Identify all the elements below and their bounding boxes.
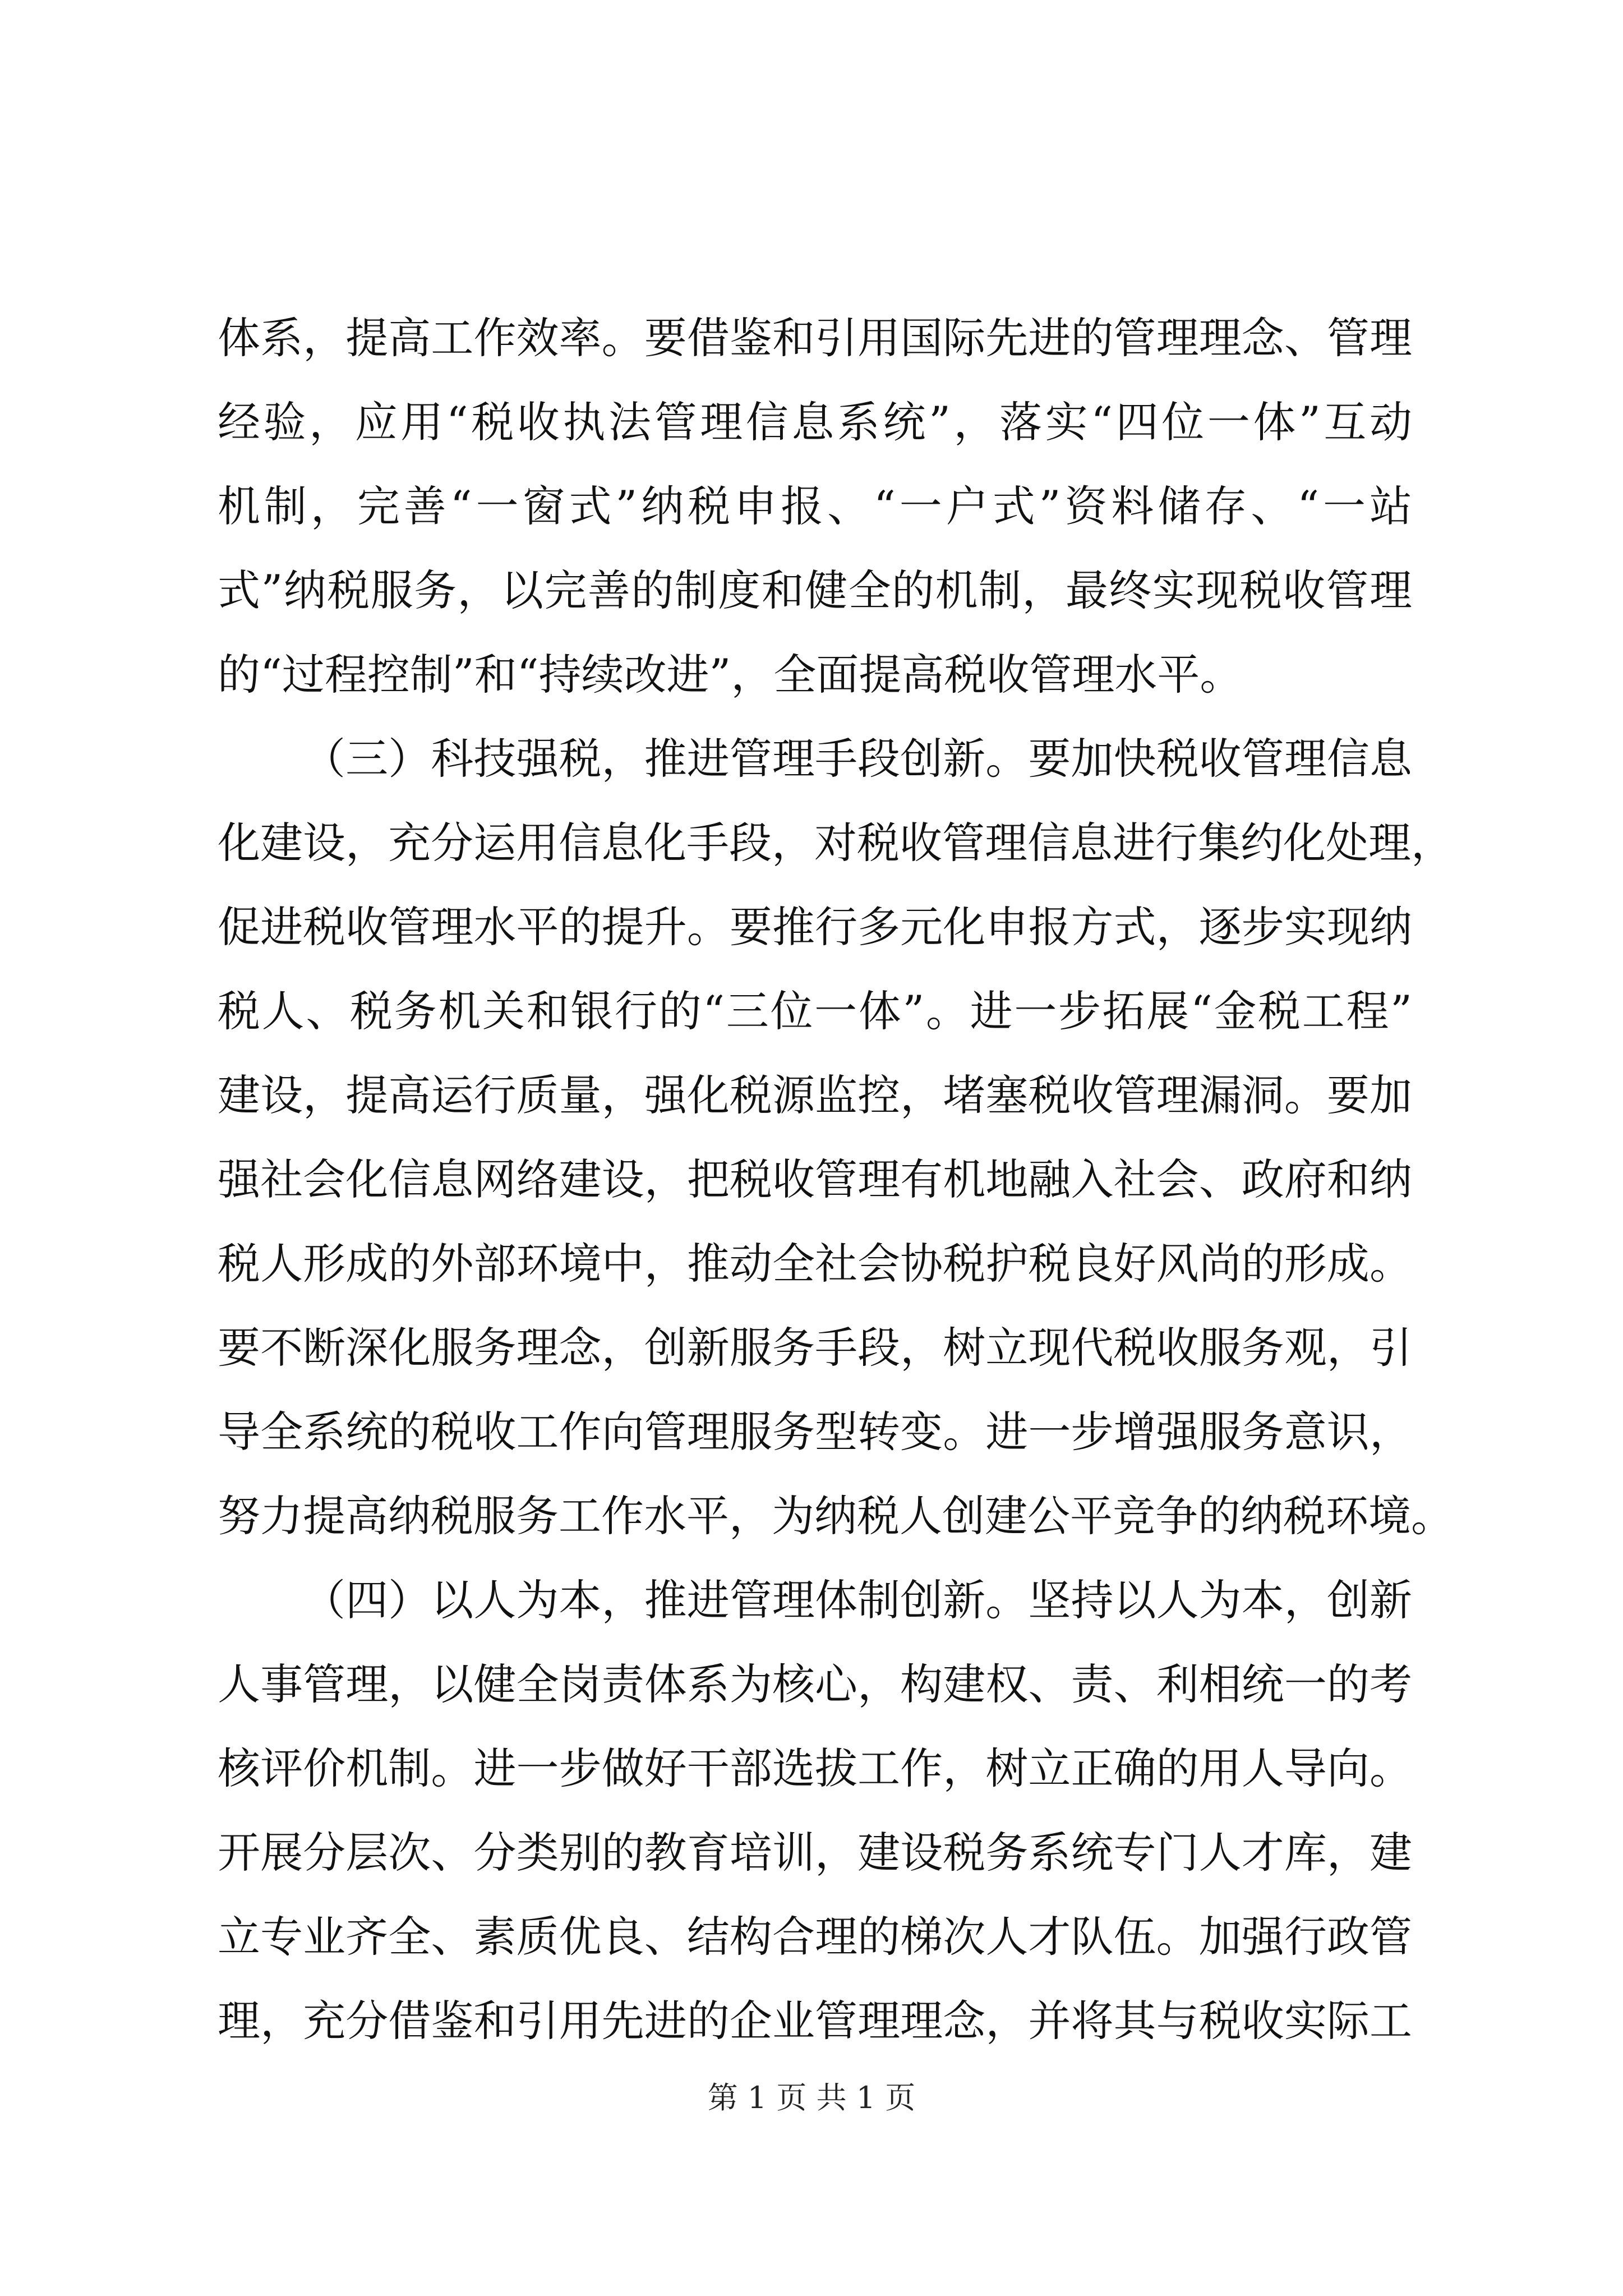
text-line: 人事管理，以健全岗责体系为核心，构建权、责、利相统一的考 [218, 1659, 1412, 1709]
section-heading-line: （三）科技强税，推进管理手段创新。要加快税收管理信息 [303, 734, 1412, 784]
text-line: 化建设，充分运用信息化手段，对税收管理信息进行集约化处理， [218, 818, 1454, 868]
text-line: 建设，提高运行质量，强化税源监控，堵塞税收管理漏洞。要加 [218, 1070, 1412, 1120]
page-number-footer: 第 1 页 共 1 页 [707, 2080, 916, 2115]
text-line: 机制，完善“一窗式”纳税申报、“一户式”资料储存、“一站 [218, 481, 1412, 531]
text-line: 立专业齐全、素质优良、结构合理的梯次人才队伍。加强行政管 [218, 1912, 1412, 1962]
text-line: 理，充分借鉴和引用先进的企业管理理念，并将其与税收实际工 [218, 1996, 1412, 2046]
text-line: 体系，提高工作效率。要借鉴和引用国际先进的管理理念、管理 [218, 313, 1412, 363]
text-line: 经验，应用“税收执法管理信息系统”，落实“四位一体”互动 [218, 397, 1412, 447]
text-line: 努力提高纳税服务工作水平，为纳税人创建公平竞争的纳税环境。 [218, 1491, 1454, 1541]
text-line: 导全系统的税收工作向管理服务型转变。进一步增强服务意识， [218, 1407, 1412, 1457]
text-line: 促进税收管理水平的提升。要推行多元化申报方式，逐步实现纳 [218, 902, 1412, 952]
section-heading-line: （四）以人为本，推进管理体制创新。坚持以人为本，创新 [303, 1575, 1412, 1625]
text-line: 开展分层次、分类别的教育培训，建设税务系统专门人才库，建 [218, 1828, 1412, 1878]
text-line: 税人、税务机关和银行的“三位一体”。进一步拓展“金税工程” [218, 986, 1412, 1036]
text-line: 税人形成的外部环境中，推动全社会协税护税良好风尚的形成。 [218, 1239, 1412, 1289]
text-line: 要不断深化服务理念，创新服务手段，树立现代税收服务观，引 [218, 1323, 1412, 1373]
text-line: 核评价机制。进一步做好干部选拔工作，树立正确的用人导向。 [218, 1743, 1412, 1793]
text-line: 强社会化信息网络建设，把税收管理有机地融入社会、政府和纳 [218, 1154, 1412, 1204]
text-line: 式”纳税服务，以完善的制度和健全的机制，最终实现税收管理 [218, 565, 1412, 615]
text-line: 的“过程控制”和“持续改进”，全面提高税收管理水平。 [218, 650, 1243, 700]
